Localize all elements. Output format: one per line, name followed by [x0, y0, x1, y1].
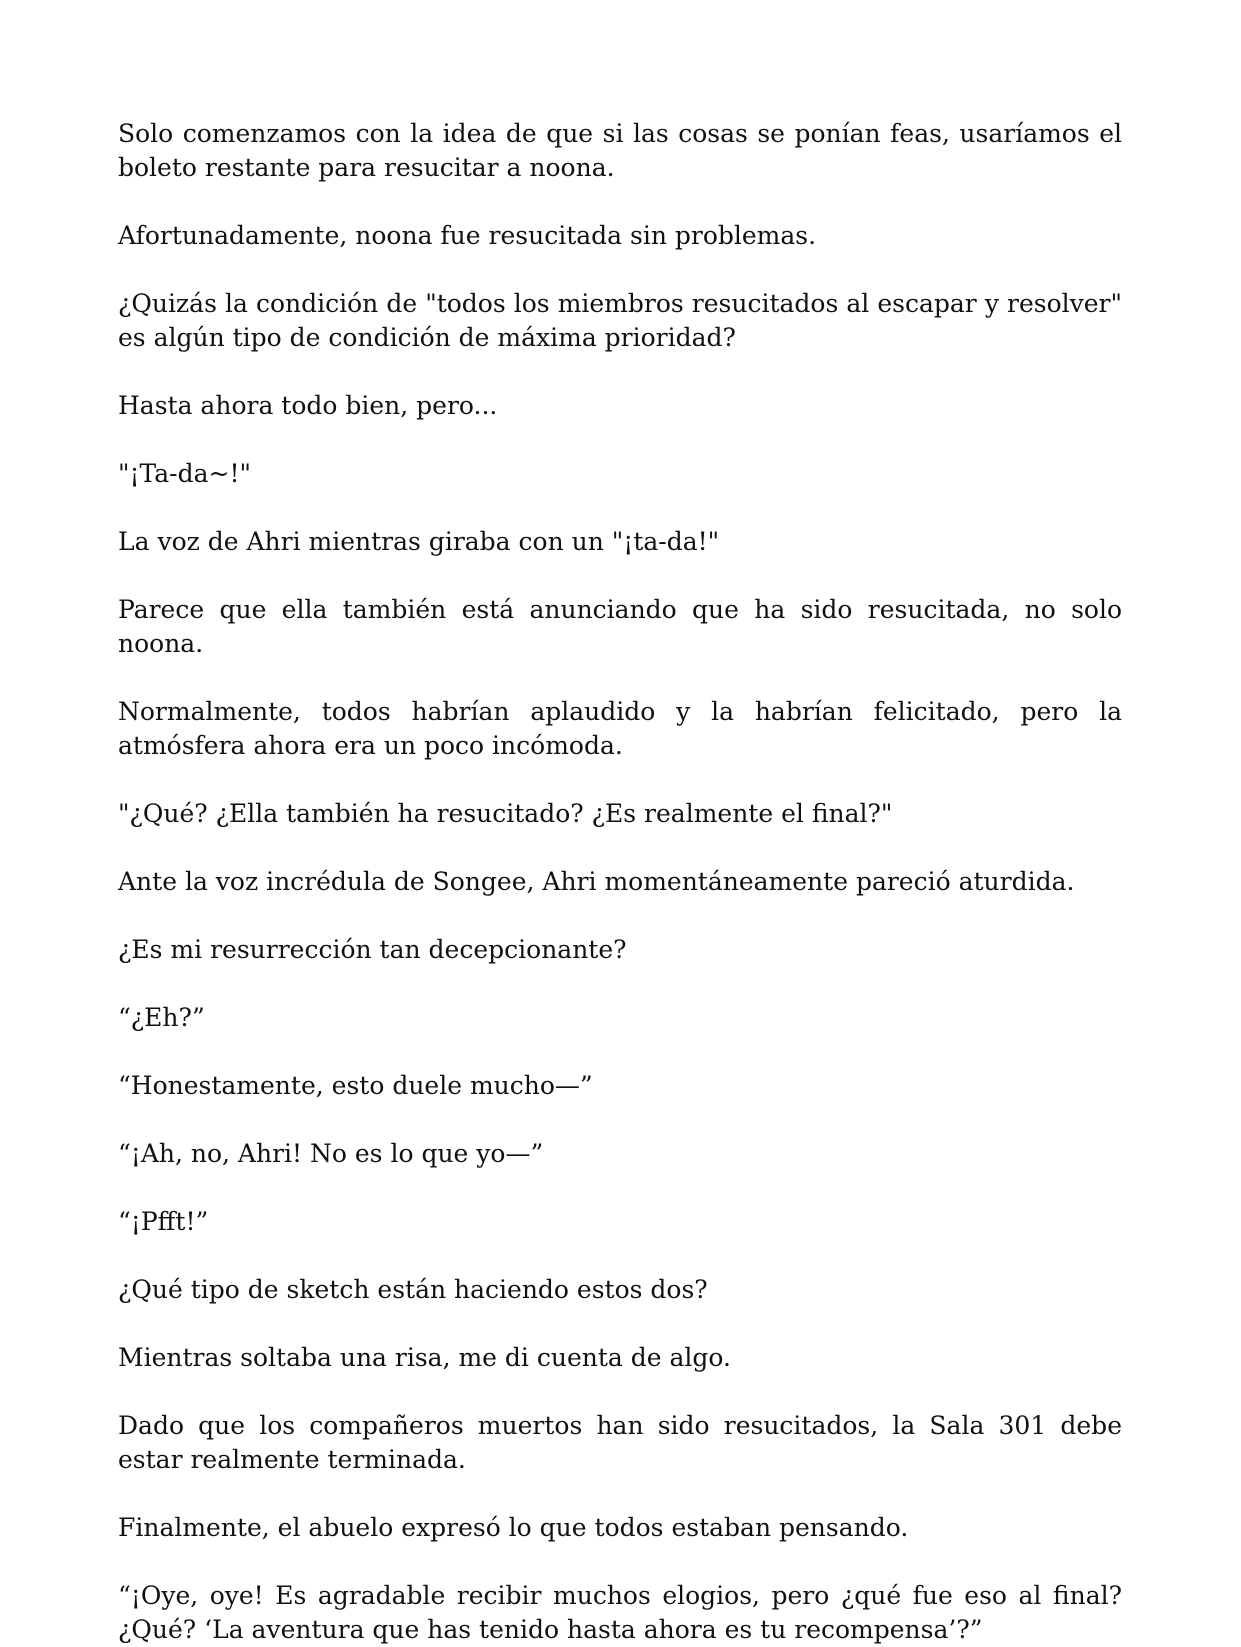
paragraph-17: Mientras soltaba una risa, me di cuenta de algo.	[118, 1343, 731, 1372]
document-page	[118, 117, 1122, 1647]
paragraph-5: "¡Ta-da~!"	[118, 459, 252, 488]
paragraph-19: Finalmente, el abuelo expresó lo que todos estaban pensando.	[118, 1513, 909, 1542]
paragraph-6: La voz de Ahri mientras giraba con un "¡ta-da!"	[118, 527, 720, 556]
paragraph-9: "¿Qué? ¿Ella también ha resucitado? ¿Es realmente el final?"	[118, 799, 893, 828]
paragraph-12: “¿Eh?”	[118, 1003, 205, 1032]
paragraph-8: Normalmente, todos habrían aplaudido y la habrían felicitado, pero la atmósfera ahora era un poco incómoda.	[118, 697, 1122, 760]
paragraph-20: “¡Oye, oye! Es agradable recibir muchos elogios, pero ¿qué fue eso al final? ¿Qué? ‘La aventura que has tenido hasta ahora es tu recompensa’?”	[118, 1581, 1122, 1644]
paragraph-13: “Honestamente, esto duele mucho—”	[118, 1071, 593, 1100]
paragraph-7: Parece que ella también está anunciando que ha sido resucitada, no solo noona.	[118, 595, 1122, 658]
paragraph-11: ¿Es mi resurrección tan decepcionante?	[118, 935, 627, 964]
paragraph-1: Solo comenzamos con la idea de que si las cosas se ponían feas, usaríamos el boleto restante para resucitar a noona.	[118, 119, 1122, 182]
paragraph-2: Afortunadamente, noona fue resucitada sin problemas.	[118, 221, 817, 250]
paragraph-18: Dado que los compañeros muertos han sido resucitados, la Sala 301 debe estar realmente terminada.	[118, 1411, 1122, 1474]
paragraph-3: ¿Quizás la condición de "todos los miembros resucitados al escapar y resolver" es algún tipo de condición de máxima prioridad?	[118, 289, 1122, 352]
paragraph-14: “¡Ah, no, Ahri! No es lo que yo—”	[118, 1139, 544, 1168]
paragraph-10: Ante la voz incrédula de Songee, Ahri momentáneamente pareció aturdida.	[118, 867, 1075, 896]
paragraph-16: ¿Qué tipo de sketch están haciendo estos dos?	[118, 1275, 708, 1304]
paragraph-15: “¡Pfft!”	[118, 1207, 209, 1236]
paragraph-4: Hasta ahora todo bien, pero...	[118, 391, 498, 420]
